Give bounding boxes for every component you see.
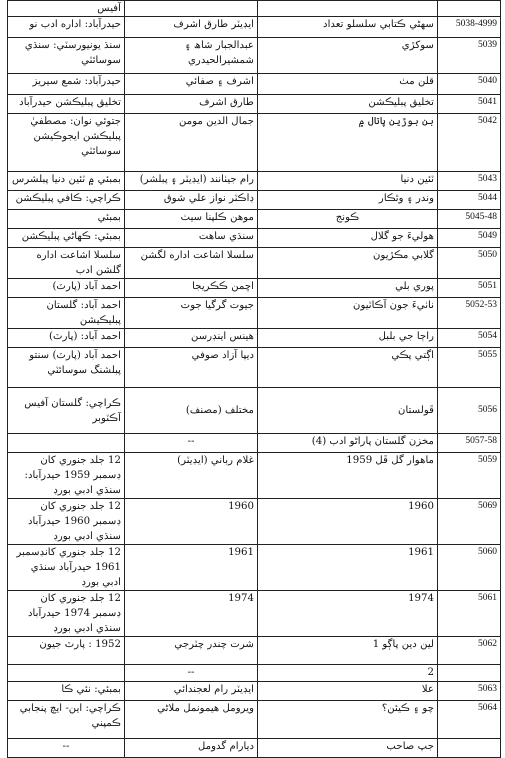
publisher-cell: بمبئي: نئي ڪا <box>8 682 125 701</box>
table-row <box>8 172 501 191</box>
publisher-cell: 12 جلد جنوري کان ڊسمبر 1960 حيدرآباد سنڌي ادبي بورڊ <box>8 499 125 545</box>
table-row <box>8 545 501 591</box>
serial-number-cell: 5069 <box>438 499 501 545</box>
author-cell: ويرومل ھيمونمل ملاڻي <box>125 701 258 739</box>
title-cell: علا <box>258 682 438 701</box>
publisher-cell: احمد آباد: (پارٽ) <box>8 329 125 348</box>
author-cell: موھن ڪلپنا سيٺ <box>125 210 258 229</box>
title-cell: 1960 <box>258 499 438 545</box>
author-cell: طارق اشرف <box>125 95 258 114</box>
author-cell: مختلف (مصنف) <box>125 388 258 434</box>
title-cell: ڪونج <box>258 210 438 229</box>
publisher-cell <box>8 665 125 682</box>
serial-number-cell: 5060 <box>438 545 501 591</box>
table-row <box>8 229 501 248</box>
serial-number-cell: 5043 <box>438 172 501 191</box>
publisher-cell: 1952 : پارٽ جيون <box>8 637 125 665</box>
table-row <box>8 17 501 38</box>
title-cell <box>258 1 438 17</box>
author-cell: جمال الدين مومن <box>125 114 258 172</box>
serial-number-cell: 5062 <box>438 637 501 665</box>
author-cell: ايڊيٽر طارق اشرف <box>125 17 258 38</box>
table-row <box>8 434 501 453</box>
author-cell: ايڊيٽر رام لعجندائي <box>125 682 258 701</box>
publisher-cell: احمد آباد (پارٽ) سنتو پبلشنگ سوسائٽي <box>8 348 125 388</box>
publisher-cell: جتوئي نوان: مصطفيٰ پبليڪشن ايجوڪيشن سوسائٽي <box>8 114 125 172</box>
author-cell: -- <box>125 434 258 453</box>
serial-number-cell: 5061 <box>438 591 501 637</box>
title-cell: ماھوار گل ڦل 1959 <box>258 453 438 499</box>
table-row <box>8 388 501 434</box>
title-cell: 1974 <box>258 591 438 637</box>
publisher-cell: 12 جلد جنوري کان ڊسمبر 1974 حيدرآباد سنڌي ادبي بورڊ <box>8 591 125 637</box>
serial-number-cell: 5051 <box>438 279 501 298</box>
author-cell: ھينس اينڊرسن <box>125 329 258 348</box>
author-cell: سلسلا اشاعت اداره لگشن <box>125 248 258 279</box>
publisher-cell: تخليق پبليڪشن حيدرآباد <box>8 95 125 114</box>
author-cell: 1974 <box>125 591 258 637</box>
publisher-cell: بمبئي: ڪھاڻي پبليڪشن <box>8 229 125 248</box>
table-row <box>8 95 501 114</box>
title-cell: سهڻي ڪتابي سلسلو تعداد <box>258 17 438 38</box>
catalog-table <box>7 0 501 758</box>
table-row <box>8 38 501 74</box>
author-cell: ديارام گدومل <box>125 739 258 758</box>
publisher-cell <box>8 434 125 453</box>
title-cell: ھوليءَ جو گلال <box>258 229 438 248</box>
publisher-cell: -- <box>8 739 125 758</box>
table-row <box>8 191 501 210</box>
catalog-body <box>8 1 501 758</box>
table-row <box>8 1 501 17</box>
author-cell: 1960 <box>125 499 258 545</box>
author-cell: غلام رباني (ايڊيٽر) <box>125 453 258 499</box>
author-cell: جيوت گرگيا جوت <box>125 298 258 329</box>
publisher-cell: احمد آباد (پارٽ) <box>8 279 125 298</box>
publisher-cell: ڪراچي: گلستان آفيس آڪٽوبر <box>8 388 125 434</box>
author-cell: عبدالجبار شاھ ۽ شمشيرالحيدري <box>125 38 258 74</box>
title-cell: پوري بلي <box>258 279 438 298</box>
publisher-cell: ڪراچي: اين- ايچ پنجابي ڪمپني <box>8 701 125 739</box>
table-row <box>8 665 501 682</box>
table-row <box>8 499 501 545</box>
title-cell: مخزن گلستان پاراڻو ادب (4) <box>258 434 438 453</box>
table-row <box>8 453 501 499</box>
title-cell: تخليق پبليڪشن <box>258 95 438 114</box>
publisher-cell: ڪراچي: ڪافي پبليڪشن <box>8 191 125 210</box>
title-cell: ناٺيءَ جون آڪاٽيون <box>258 298 438 329</box>
title-cell: اڳتي پڪي <box>258 348 438 388</box>
title-cell: ڦولستان <box>258 388 438 434</box>
title-cell: گلابي مڪڙيون <box>258 248 438 279</box>
title-cell: سوکڙي <box>258 38 438 74</box>
serial-number-cell: 5064 <box>438 701 501 739</box>
author-cell: اڇمن ڪڪريجا <box>125 279 258 298</box>
author-cell: اشرف ۽ صفائي <box>125 74 258 95</box>
table-row <box>8 74 501 95</box>
serial-number-cell: 5038-4999 <box>438 17 501 38</box>
serial-number-cell: 5044 <box>438 191 501 210</box>
title-cell: چو ۽ ڪيئن؟ <box>258 701 438 739</box>
author-cell: رام جيٺانند (ايڊيٽر ۽ پبلشر) <box>125 172 258 191</box>
table-row <box>8 348 501 388</box>
publisher-cell: 12 جلد جنوري کان ڊسمبر 1959 حيدرآباد: سنڌي ادبي بورڊ <box>8 453 125 499</box>
serial-number-cell: 5039 <box>438 38 501 74</box>
table-row <box>8 701 501 739</box>
table-row <box>8 279 501 298</box>
publisher-cell: بمبئي <box>8 210 125 229</box>
serial-number-cell: 5040 <box>438 74 501 95</box>
publisher-cell: آفيس <box>8 1 125 17</box>
serial-number-cell <box>438 1 501 17</box>
author-cell <box>125 1 258 17</box>
title-cell: بن بوڙين پاتال ۾ <box>258 114 438 172</box>
publisher-cell: بمبئي ۾ ٽئين دنيا پبلشرس <box>8 172 125 191</box>
table-row <box>8 682 501 701</box>
serial-number-cell: 5063 <box>438 682 501 701</box>
table-row <box>8 739 501 758</box>
serial-number-cell: 5050 <box>438 248 501 279</box>
publisher-cell: احمد آباد: گلستان پبليڪيشن <box>8 298 125 329</box>
table-row <box>8 637 501 665</box>
author-cell: شرت چندر چٽرجي <box>125 637 258 665</box>
serial-number-cell: 5057-58 <box>438 434 501 453</box>
table-row <box>8 114 501 172</box>
title-cell: راڄا جي بلبل <box>258 329 438 348</box>
serial-number-cell <box>438 665 501 682</box>
serial-number-cell: 5055 <box>438 348 501 388</box>
table-row <box>8 329 501 348</box>
serial-number-cell: 5042 <box>438 114 501 172</box>
serial-number-cell: 5045-48 <box>438 210 501 229</box>
serial-number-cell: 5041 <box>438 95 501 114</box>
title-cell: لين دين پاڳو 1 <box>258 637 438 665</box>
publisher-cell: سنڌ يونيورسٽي: سنڌي سوسائٽي <box>8 38 125 74</box>
title-cell: وندر ۽ وٿڪار <box>258 191 438 210</box>
serial-number-cell <box>438 739 501 758</box>
title-cell: جپ صاحب <box>258 739 438 758</box>
author-cell: -- <box>125 665 258 682</box>
title-cell: 1961 <box>258 545 438 591</box>
author-cell: 1961 <box>125 545 258 591</box>
serial-number-cell: 5059 <box>438 453 501 499</box>
title-cell: قلن مٺ <box>258 74 438 95</box>
author-cell: ديپا آزاد صوفي <box>125 348 258 388</box>
publisher-cell: 12 جلد جنوري کانڊسمبر 1961 حيدرآباد سنڌي ادبي بورڊ <box>8 545 125 591</box>
publisher-cell: حيدرآباد: اداره ادب نو <box>8 17 125 38</box>
serial-number-cell: 5049 <box>438 229 501 248</box>
publisher-cell: سلسلا اشاعت اداره گلشن ادب <box>8 248 125 279</box>
serial-number-cell: 5056 <box>438 388 501 434</box>
table-row <box>8 591 501 637</box>
serial-number-cell: 5054 <box>438 329 501 348</box>
serial-number-cell: 5052-53 <box>438 298 501 329</box>
publisher-cell: حيدرآباد: شمع سيريز <box>8 74 125 95</box>
author-cell: سنڌي ساھت <box>125 229 258 248</box>
table-row <box>8 298 501 329</box>
table-row <box>8 248 501 279</box>
title-cell: ٽئين دنيا <box>258 172 438 191</box>
author-cell: ڊاڪٽر نواز علي شوق <box>125 191 258 210</box>
title-cell: 2 <box>258 665 438 682</box>
table-row <box>8 210 501 229</box>
